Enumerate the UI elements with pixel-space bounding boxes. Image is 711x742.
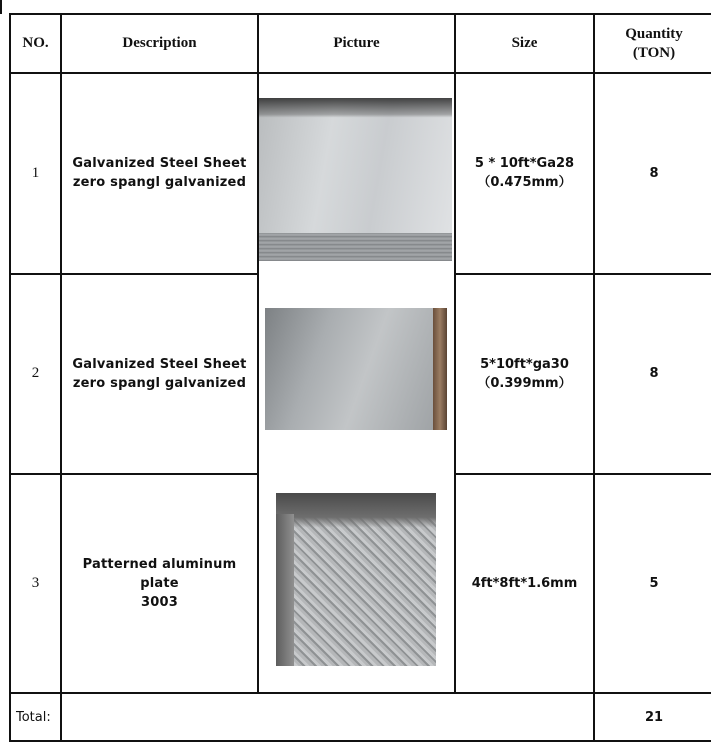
description-line: zero spangl galvanized: [72, 175, 247, 191]
header-picture: Picture: [258, 14, 455, 73]
size-line: 5 * 10ft*Ga28: [474, 156, 575, 172]
row-number: 1: [10, 73, 61, 274]
row-quantity: 5: [594, 474, 711, 693]
description-line: 3003: [141, 595, 178, 611]
header-size: Size: [455, 14, 594, 73]
header-quantity-line2: (TON): [632, 44, 676, 61]
size-line: 4ft*8ft*1.6mm: [471, 576, 578, 592]
row-description: [61, 274, 258, 475]
header-quantity: [594, 14, 711, 73]
header-description: Description: [61, 14, 258, 73]
row-size: [455, 73, 594, 274]
row-description: [61, 73, 258, 274]
header-quantity-line1: Quantity: [625, 25, 683, 42]
top-border: [0, 0, 711, 14]
total-value: 21: [594, 693, 711, 741]
row-quantity: 8: [594, 274, 711, 475]
total-label: Total:: [10, 693, 61, 741]
row-number: 3: [10, 474, 61, 693]
row-number: 2: [10, 274, 61, 475]
order-table: [9, 13, 711, 742]
description-line: zero spangl galvanized: [72, 375, 247, 391]
galvanized-sheet-photo: [265, 308, 447, 430]
row-description: [61, 474, 258, 693]
total-spacer: [61, 693, 594, 741]
table-row: [10, 73, 711, 274]
row-quantity: 8: [594, 73, 711, 274]
size-line: 5*10ft*ga30: [480, 356, 569, 372]
size-line: （0.475mm）: [477, 175, 572, 191]
total-row: [10, 693, 711, 741]
description-line: Galvanized Steel Sheet: [72, 356, 247, 372]
header-no: NO.: [10, 14, 61, 73]
size-line: （0.399mm）: [477, 375, 572, 391]
picture-cell: [258, 73, 455, 693]
aluminum-tread-plate-photo: [276, 493, 436, 666]
row-size: [455, 474, 594, 693]
description-line: Patterned aluminum plate: [82, 557, 237, 592]
description-line: Galvanized Steel Sheet: [72, 156, 247, 172]
galvanized-sheet-photo: [259, 98, 452, 261]
row-size: [455, 274, 594, 475]
header-row: [10, 14, 711, 73]
